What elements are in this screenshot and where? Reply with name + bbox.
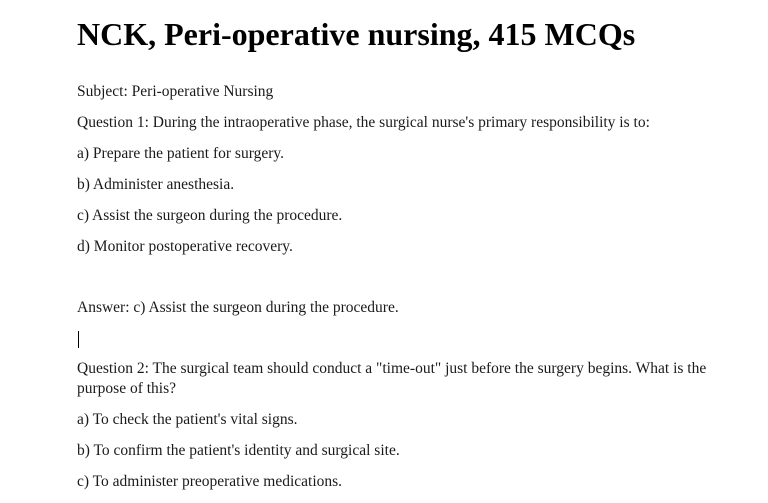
question-2-option-b: b) To confirm the patient's identity and surgical site.	[77, 442, 400, 459]
question-1-option-a: a) Prepare the patient for surgery.	[77, 145, 285, 162]
question-1-text: Question 1: During the intraoperative phase, the surgical nurse's primary responsibility is to:	[77, 114, 650, 131]
document-title: NCK, Peri-operative nursing, 415 MCQs	[77, 16, 636, 52]
subject-line: Subject: Peri-operative Nursing	[77, 83, 274, 100]
text-cursor	[78, 331, 79, 348]
question-1-option-c: c) Assist the surgeon during the procedure.	[77, 207, 343, 224]
question-1-option-b: b) Administer anesthesia.	[77, 176, 235, 193]
question-2-option-a: a) To check the patient's vital signs.	[77, 411, 298, 428]
question-2-option-c: c) To administer preoperative medications.	[77, 473, 343, 490]
question-1-option-d: d) Monitor postoperative recovery.	[77, 238, 293, 255]
question-2-text: Question 2: The surgical team should conduct a "time-out" just before the surgery begins. What is the purpose of this?	[77, 360, 707, 397]
question-1-answer: Answer: c) Assist the surgeon during the procedure.	[77, 299, 399, 316]
